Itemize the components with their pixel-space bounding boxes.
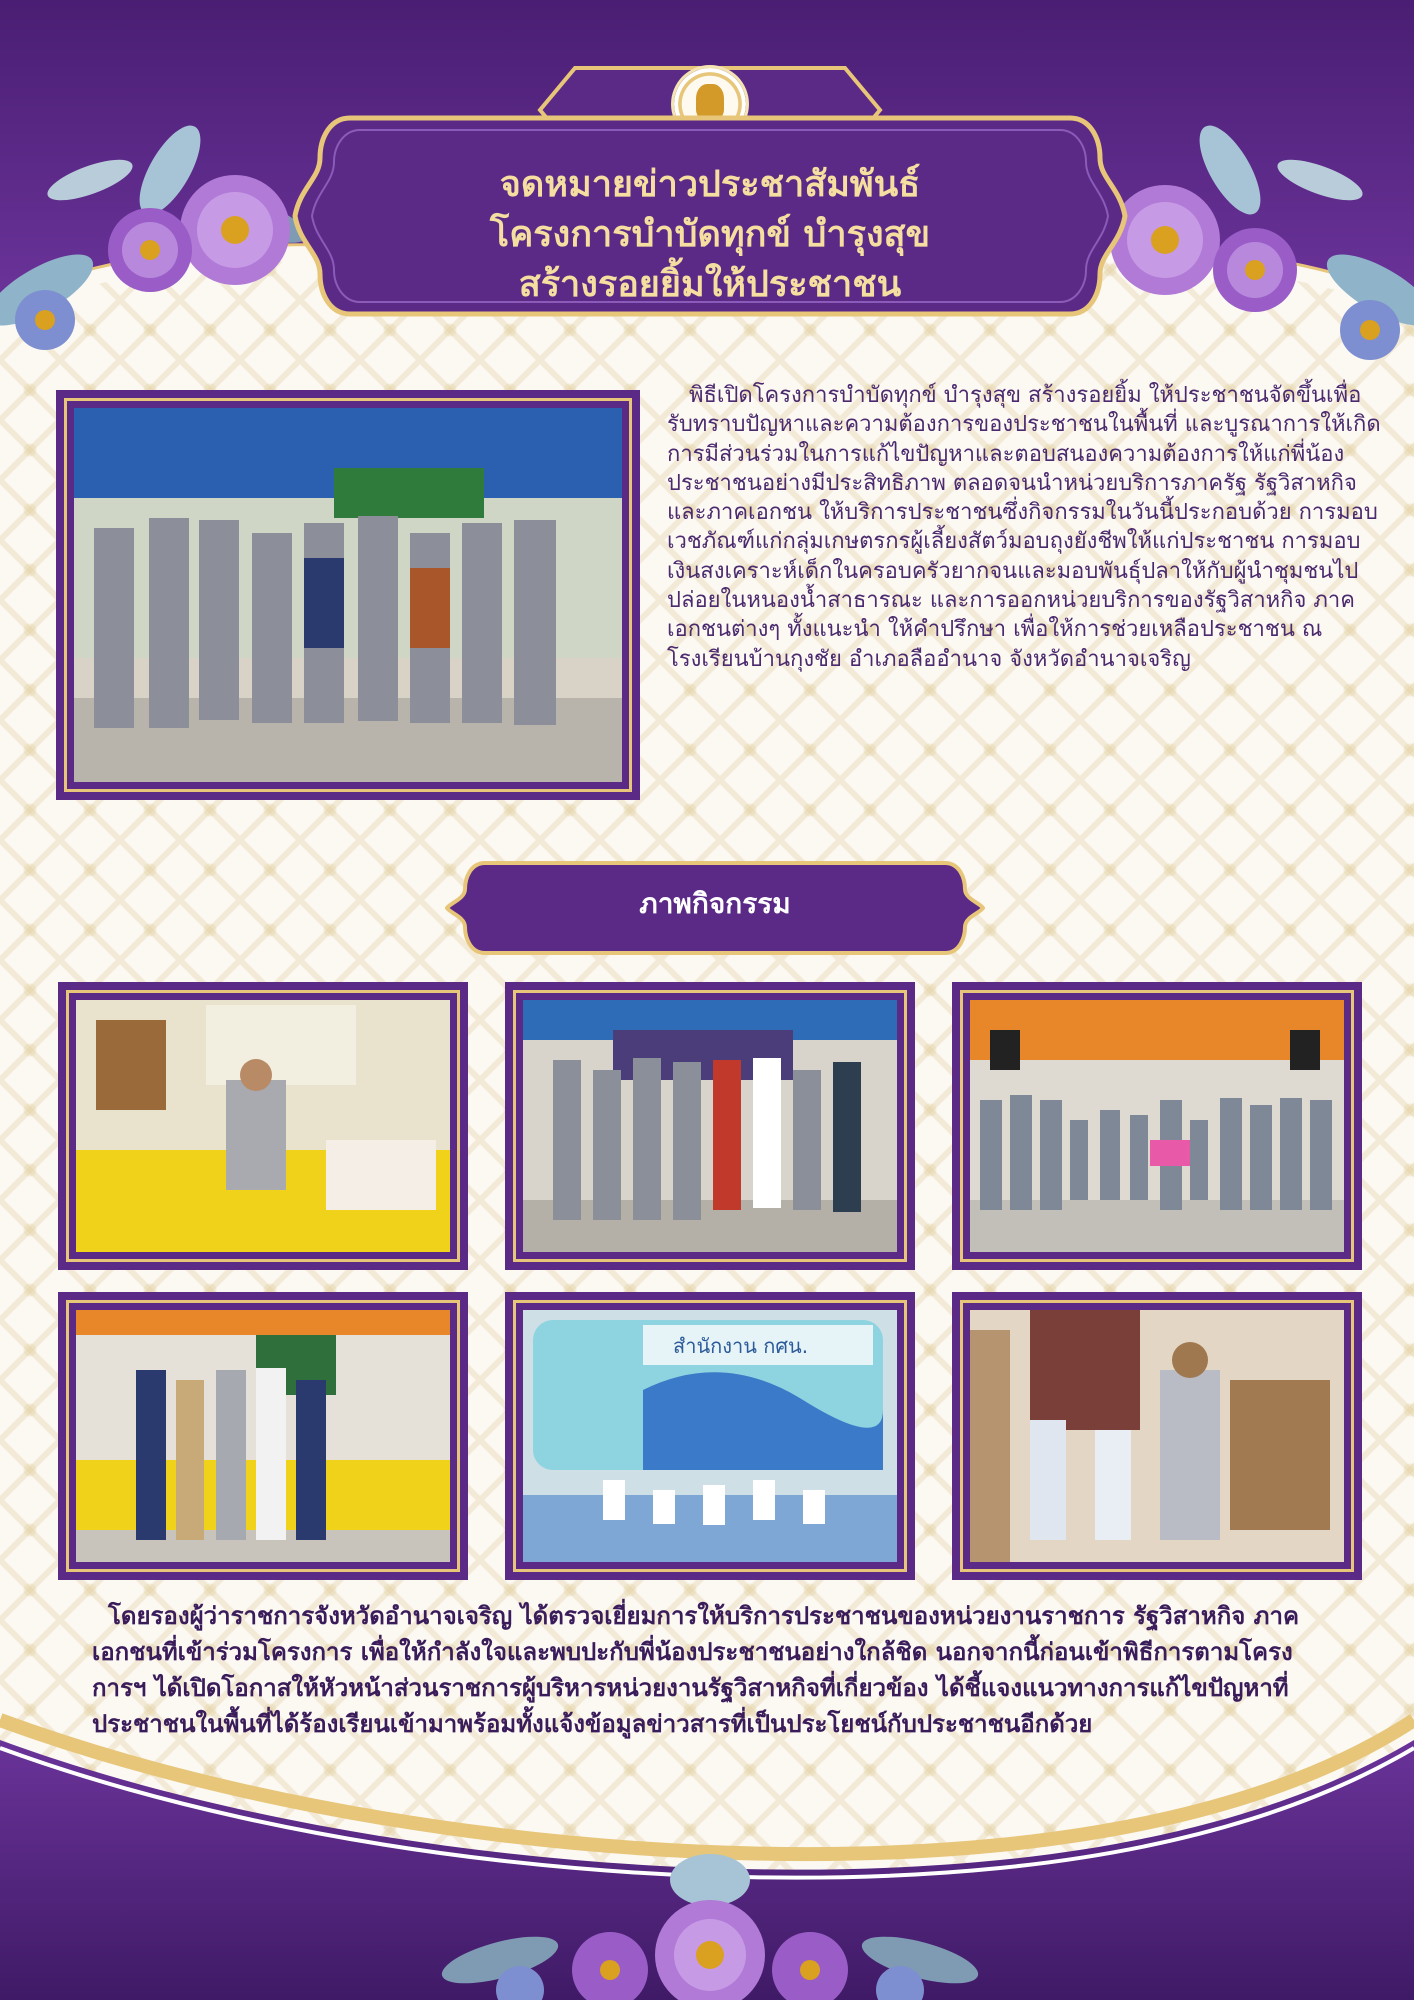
gallery-photo-frame [505,982,915,1270]
gallery-title: ภาพกิจกรรม [639,887,791,920]
closing-paragraph [92,1598,1332,1742]
gallery-photo-scholarship [970,1310,1344,1562]
gallery-photo-school-group [970,1000,1344,1252]
gallery-photo-speech [76,1000,450,1252]
gallery-photo-frame [952,1292,1362,1580]
purple-flower-icon [572,1932,648,2000]
purple-flower-icon [655,1900,765,2000]
flower-decoration-bottom [420,1840,1000,2000]
gallery-photo-award [76,1310,450,1562]
bus-banner-text: สำนักงาน กศน. [673,1334,809,1358]
purple-flower-icon [772,1932,848,2000]
purple-flower-icon [1213,228,1297,312]
flower-decoration-right [1090,60,1414,360]
lead-paragraph [667,381,1387,674]
gallery-photo-group-tent [523,1000,897,1252]
title-line-2: โครงการบำบัดทุกข์ บำรุงสุข [489,214,931,255]
opening-ceremony-photo [74,408,622,782]
purple-flower-icon [15,290,75,350]
purple-flower-icon [180,175,290,285]
gallery-photo-frame [952,982,1362,1270]
purple-flower-icon [1340,300,1400,360]
gallery-photo-mobile-library [523,1310,897,1562]
main-photo-frame [56,390,640,800]
title-line-3: สร้างรอยยิ้มให้ประชาชน [518,264,902,305]
gallery-photo-frame [58,982,468,1270]
title-line-1: จดหมายข่าวประชาสัมพันธ์ [499,164,921,205]
flower-decoration-left [0,60,330,360]
purple-flower-icon [108,208,192,292]
lead-text: พิธีเปิดโครงการบำบัดทุกข์ บำรุงสุข สร้างรอยยิ้ม ให้ประชาชนจัดขึ้นเพื่อรับทราบปัญหาและความต้องการของประชาชนในพื้นที่ และบูรณาการให้เกิดการมีส่วนร่วมในการแก้ไขปัญหาและตอบสนองความต้องการให้แก่พี่น้องประชาชนอย่างมีประสิทธิภาพ ตลอดจนนำหน่วยบริการภาครัฐ รัฐวิสาหกิจและภาคเอกชน ให้บริการประชาชนซึ่งกิจกรรมในวันนี้ประกอบด้วย การมอบเวชภัณฑ์แก่กลุ่มเกษตรกรผู้เลี้ยงสัตว์มอบถุงยังชีพให้แก่ประชาชน การมอบเงินสงเคราะห์เด็กในครอบครัวยากจนและมอบพันธุ์ปลาให้กับผู้นำชุมชนไปปล่อยในหนองน้ำสาธารณะ และการออกหน่วยบริการของรัฐวิสาหกิจ ภาคเอกชนต่างๆ ทั้งแนะนำ ให้คำปรึกษา เพื่อให้การช่วยเหลือประชาชน ณ โรงเรียนบ้านกุงชัย อำเภอลืออำนาจ จังหวัดอำนาจเจริญ [667,383,1381,672]
gallery-photo-frame [58,1292,468,1580]
newsletter-title [330,160,1090,310]
gallery-photo-frame [505,1292,915,1580]
closing-text: โดยรองผู้ว่าราชการจังหวัดอำนาจเจริญ ได้ตรวจเยี่ยมการให้บริการประชาชนของหน่วยงานราชการ รัฐวิสาหกิจ ภาคเอกชนที่เข้าร่วมโครงการ เพื่อให้กำลังใจและพบปะกับพี่น้องประชาชนอย่างใกล้ชิด นอกจากนี้ก่อนเข้าพิธีการตามโครงการฯ ได้เปิดโอกาสให้หัวหน้าส่วนราชการผู้บริหารหน่วยงานรัฐวิสาหกิจที่เกี่ยวข้อง ได้ชี้แจงแนวทางการแก้ไขปัญหาที่ประชาชนในพื้นที่ได้ร้องเรียนเข้ามาพร้อมทั้งแจ้งข้อมูลข่าวสารที่เป็นประโยชน์กับประชาชนอีกด้วย [92,1602,1300,1738]
